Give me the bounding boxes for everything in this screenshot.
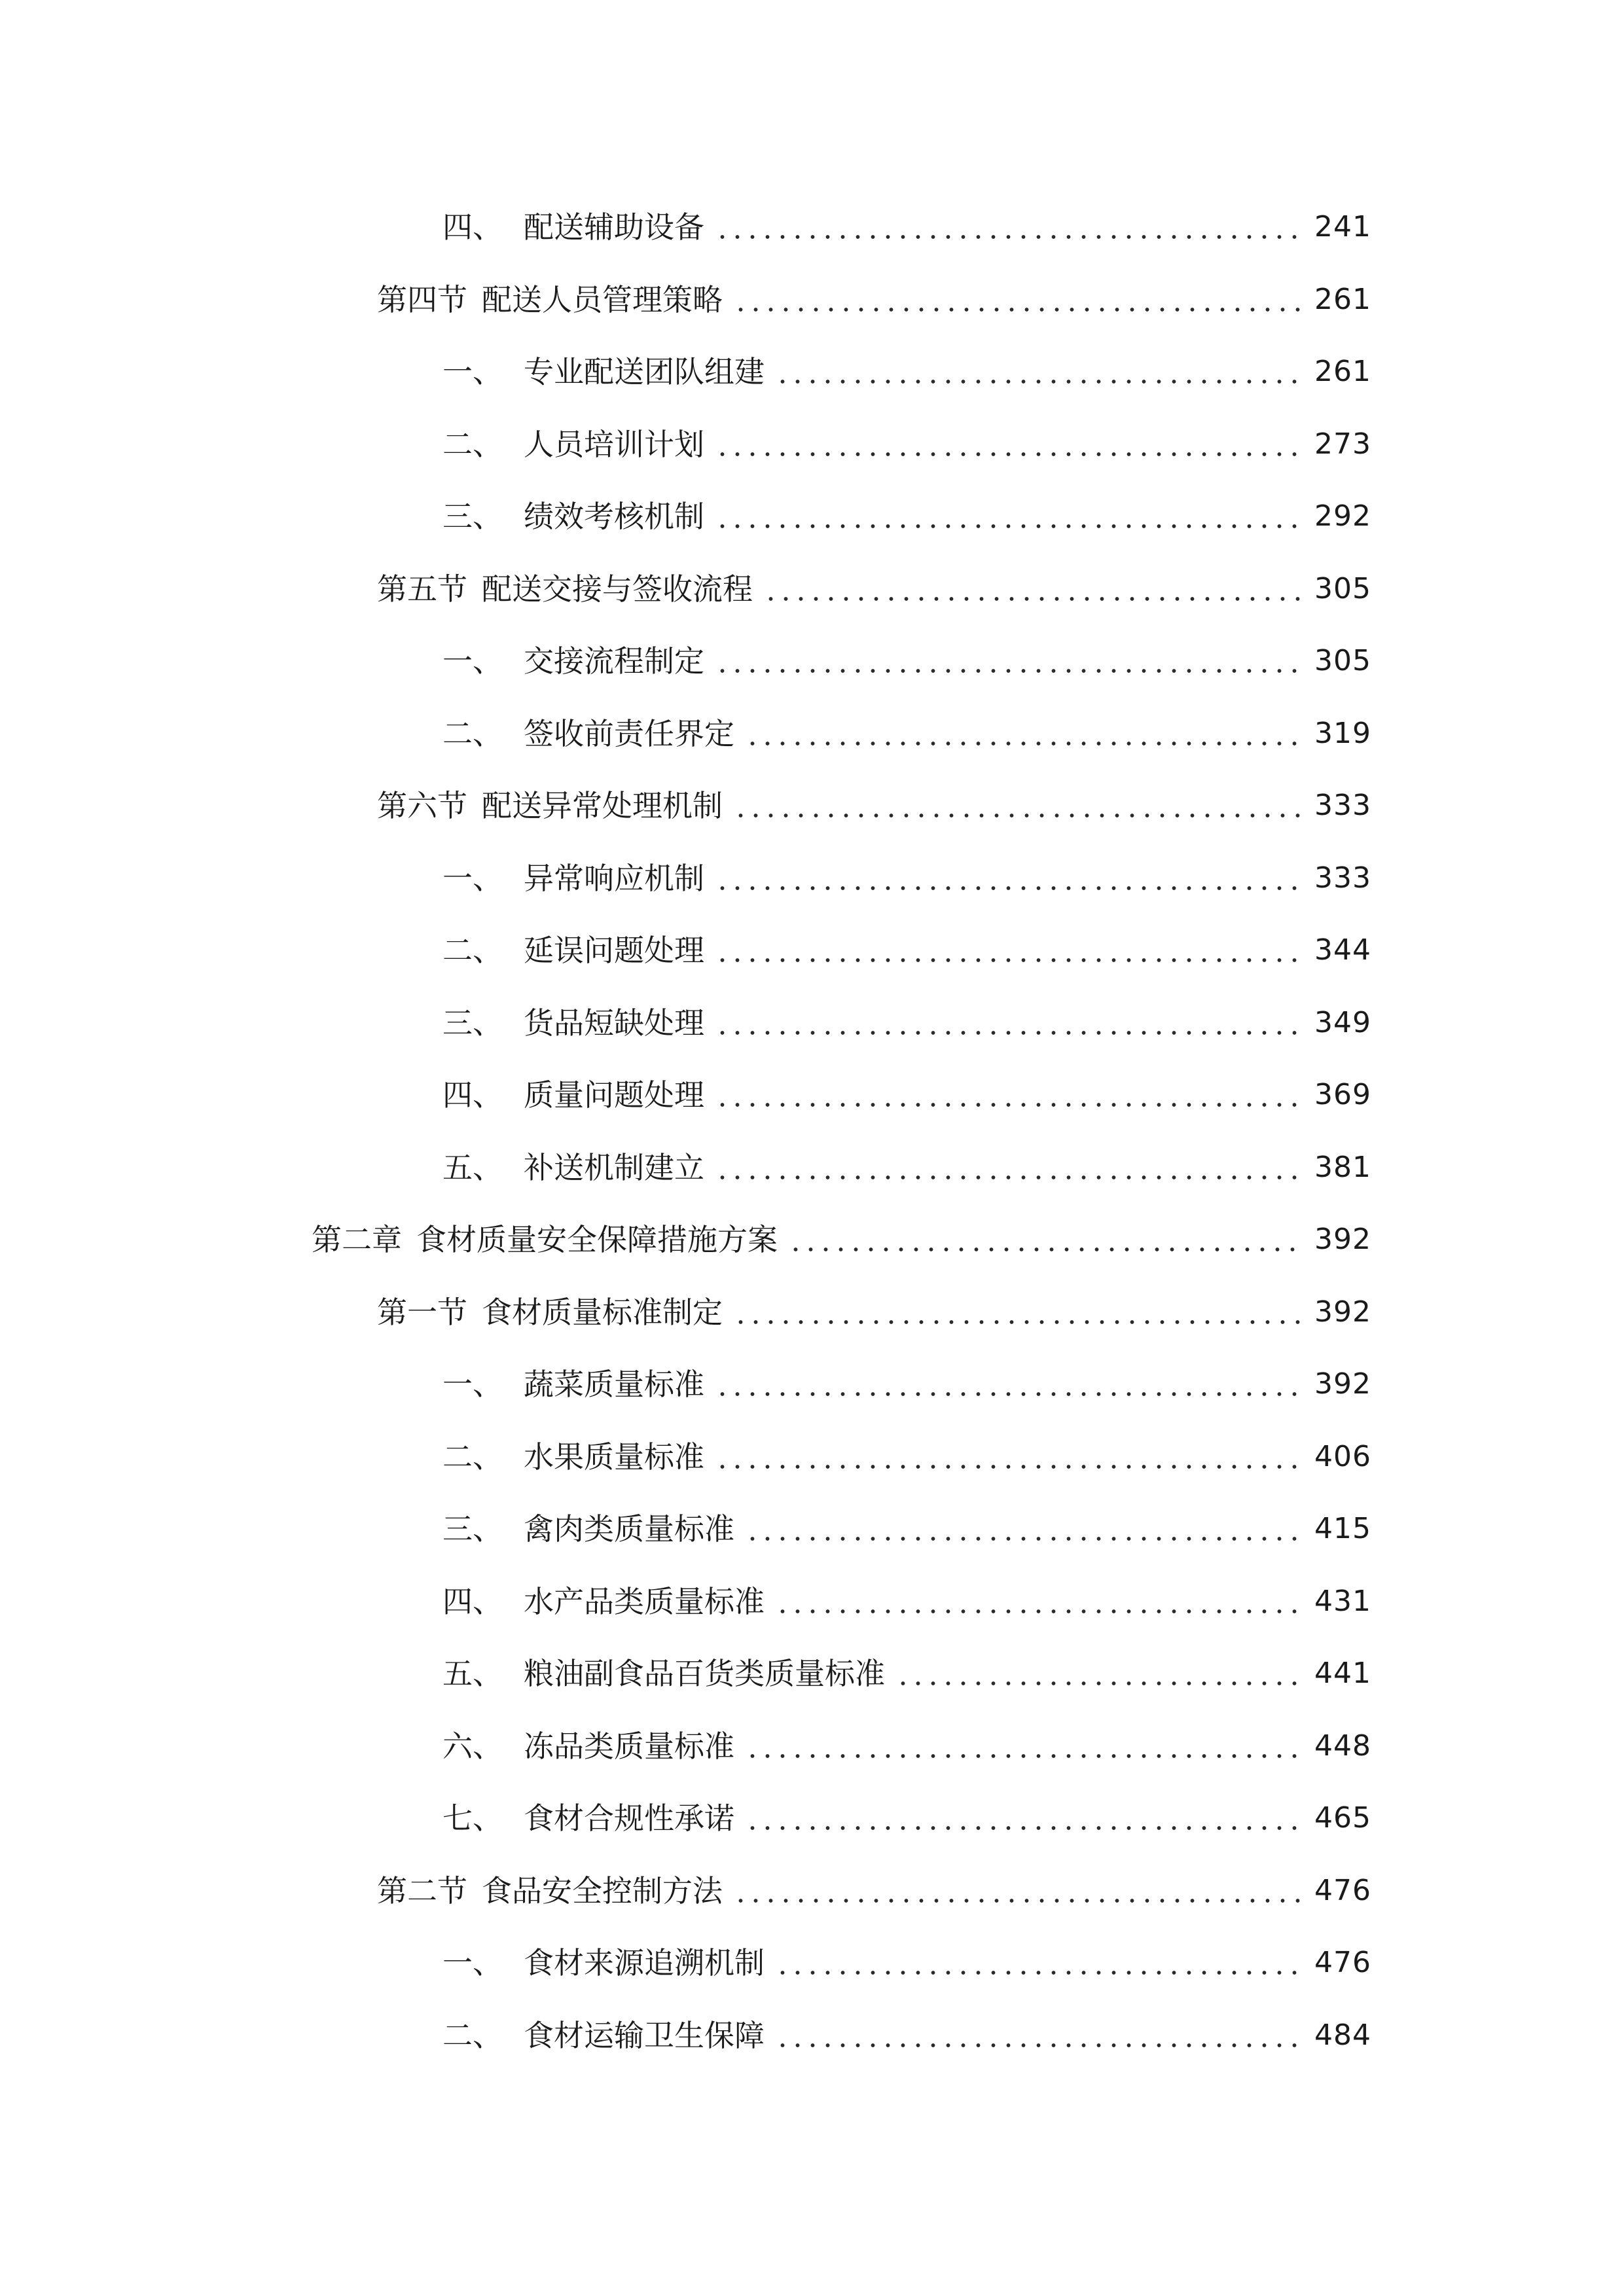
- toc-entry-item[interactable]: [442, 1579, 1371, 1624]
- toc-entry-item[interactable]: [442, 204, 1371, 250]
- toc-dot-leader: [715, 1103, 1304, 1107]
- toc-entry-page-number: 344: [1314, 933, 1371, 967]
- toc-entry-title: 水产品类质量标准: [524, 1584, 765, 1619]
- toc-entry-number: 二、: [442, 2018, 503, 2053]
- toc-entry-number: 五、: [442, 1656, 503, 1691]
- toc-dot-leader: [763, 597, 1304, 601]
- toc-entry-item[interactable]: [442, 1361, 1371, 1407]
- toc-entry-page-number: 333: [1314, 789, 1371, 822]
- toc-entry-title: 蔬菜质量标准: [524, 1367, 704, 1402]
- toc-entry-number: 三、: [442, 1005, 503, 1041]
- toc-entry-item[interactable]: [442, 1723, 1371, 1769]
- toc-entry-title: 食材质量安全保障措施方案: [416, 1222, 778, 1257]
- toc-entry-item[interactable]: [442, 1506, 1371, 1552]
- toc-entry-item[interactable]: [442, 2013, 1371, 2058]
- toc-entry-page-number: 241: [1314, 210, 1371, 243]
- toc-entry-title: 专业配送团队组建: [524, 354, 765, 389]
- toc-entry-number: 第二节: [377, 1873, 467, 1909]
- toc-dot-leader: [733, 814, 1304, 817]
- toc-dot-leader: [788, 1247, 1304, 1251]
- toc-entry-page-number: 381: [1314, 1151, 1371, 1184]
- toc-entry-number: 一、: [442, 1367, 503, 1402]
- toc-entry-title: 货品短缺处理: [524, 1005, 704, 1041]
- toc-entry-page-number: 349: [1314, 1006, 1371, 1039]
- toc-dot-leader: [733, 308, 1304, 312]
- toc-entry-title: 配送辅助设备: [524, 209, 704, 245]
- toc-entry-number: 二、: [442, 716, 503, 751]
- toc-entry-item[interactable]: [442, 711, 1371, 757]
- toc-entry-item[interactable]: [442, 638, 1371, 684]
- toc-entry-page-number: 406: [1314, 1440, 1371, 1473]
- toc-entry-page-number: 319: [1314, 717, 1371, 750]
- toc-entry-number: 六、: [442, 1729, 503, 1764]
- toc-entry-page-number: 465: [1314, 1801, 1371, 1835]
- toc-entry-page-number: 476: [1314, 1874, 1371, 1907]
- toc-entry-number: 四、: [442, 1077, 503, 1113]
- toc-entry-title: 补送机制建立: [524, 1150, 704, 1185]
- toc-entry-section[interactable]: [377, 277, 1371, 323]
- toc-entry-page-number: 369: [1314, 1078, 1371, 1111]
- toc-entry-item[interactable]: [442, 855, 1371, 901]
- toc-dot-leader: [895, 1681, 1304, 1685]
- toc-entry-page-number: 333: [1314, 861, 1371, 895]
- toc-entry-title: 食品安全控制方法: [482, 1873, 723, 1909]
- toc-entry-page-number: 392: [1314, 1223, 1371, 1256]
- toc-dot-leader: [715, 669, 1304, 673]
- toc-entry-page-number: 392: [1314, 1367, 1371, 1401]
- toc-entry-title: 食材运输卫生保障: [524, 2018, 765, 2053]
- toc-entry-page-number: 261: [1314, 355, 1371, 388]
- toc-entry-number: 一、: [442, 861, 503, 896]
- toc-dot-leader: [775, 1609, 1304, 1613]
- toc-dot-leader: [715, 1392, 1304, 1396]
- toc-entry-item[interactable]: [442, 1940, 1371, 1986]
- toc-entry-item[interactable]: [442, 1145, 1371, 1191]
- toc-entry-title: 配送人员管理策略: [482, 282, 723, 317]
- toc-entry-number: 二、: [442, 1439, 503, 1475]
- toc-entry-page-number: 292: [1314, 499, 1371, 533]
- toc-dot-leader: [745, 1537, 1304, 1541]
- toc-entry-title: 粮油副食品百货类质量标准: [524, 1656, 885, 1691]
- toc-entry-title: 食材质量标准制定: [482, 1295, 723, 1330]
- toc-entry-title: 配送交接与签收流程: [482, 571, 753, 607]
- toc-entry-page-number: 273: [1314, 427, 1371, 461]
- toc-entry-number: 二、: [442, 427, 503, 462]
- toc-entry-title: 食材合规性承诺: [524, 1801, 734, 1836]
- toc-dot-leader: [745, 1754, 1304, 1758]
- toc-entry-title: 配送异常处理机制: [482, 788, 723, 823]
- toc-dot-leader: [745, 742, 1304, 745]
- toc-entry-number: 一、: [442, 354, 503, 389]
- toc-entry-number: 第五节: [377, 571, 467, 607]
- toc-entry-number: 第一节: [377, 1295, 467, 1330]
- toc-entry-number: 三、: [442, 499, 503, 534]
- toc-entry-number: 四、: [442, 209, 503, 245]
- toc-entry-item[interactable]: [442, 1000, 1371, 1046]
- toc-entry-title: 食材来源追溯机制: [524, 1945, 765, 1981]
- toc-dot-leader: [715, 524, 1304, 528]
- toc-entry-number: 一、: [442, 643, 503, 679]
- toc-entry-page-number: 392: [1314, 1295, 1371, 1329]
- toc-entry-item[interactable]: [442, 422, 1371, 467]
- toc-dot-leader: [715, 1175, 1304, 1179]
- toc-entry-section[interactable]: [377, 1868, 1371, 1914]
- toc-entry-title: 异常响应机制: [524, 861, 704, 896]
- toc-entry-number: 三、: [442, 1511, 503, 1547]
- toc-entry-title: 交接流程制定: [524, 643, 704, 679]
- toc-entry-item[interactable]: [442, 927, 1371, 973]
- toc-entry-number: 一、: [442, 1945, 503, 1981]
- toc-entry-number: 五、: [442, 1150, 503, 1185]
- toc-entry-section[interactable]: [377, 566, 1371, 612]
- toc-entry-page-number: 415: [1314, 1512, 1371, 1545]
- toc-dot-leader: [715, 958, 1304, 962]
- toc-entry-title: 人员培训计划: [524, 427, 704, 462]
- toc-dot-leader: [715, 235, 1304, 239]
- toc-entry-number: 四、: [442, 1584, 503, 1619]
- toc-entry-page-number: 431: [1314, 1585, 1371, 1618]
- toc-entry-chapter[interactable]: [312, 1217, 1371, 1263]
- toc-dot-leader: [733, 1899, 1304, 1903]
- toc-entry-page-number: 305: [1314, 572, 1371, 605]
- toc-dot-leader: [715, 452, 1304, 456]
- toc-entry-item[interactable]: [442, 1072, 1371, 1118]
- toc-entry-title: 绩效考核机制: [524, 499, 704, 534]
- toc-entry-section[interactable]: [377, 1289, 1371, 1335]
- toc-entry-title: 冻品类质量标准: [524, 1729, 734, 1764]
- toc-entry-title: 质量问题处理: [524, 1077, 704, 1113]
- toc-entry-number: 第六节: [377, 788, 467, 823]
- toc-entry-page-number: 441: [1314, 1657, 1371, 1690]
- toc-dot-leader: [733, 1320, 1304, 1324]
- toc-entry-title: 禽肉类质量标准: [524, 1511, 734, 1547]
- toc-dot-leader: [715, 1465, 1304, 1469]
- toc-entry-title: 延误问题处理: [524, 933, 704, 968]
- toc-dot-leader: [775, 1971, 1304, 1975]
- toc-entry-number: 二、: [442, 933, 503, 968]
- toc-entry-page-number: 448: [1314, 1729, 1371, 1763]
- toc-dot-leader: [775, 380, 1304, 384]
- toc-entry-page-number: 484: [1314, 2018, 1371, 2052]
- toc-entry-number: 七、: [442, 1801, 503, 1836]
- toc-entry-item[interactable]: [442, 349, 1371, 395]
- toc-entry-page-number: 305: [1314, 644, 1371, 677]
- toc-entry-item[interactable]: [442, 1795, 1371, 1841]
- toc-entry-title: 水果质量标准: [524, 1439, 704, 1475]
- toc-entry-page-number: 261: [1314, 283, 1371, 316]
- toc-entry-item[interactable]: [442, 1434, 1371, 1480]
- toc-entry-item[interactable]: [442, 1651, 1371, 1696]
- toc-dot-leader: [745, 1826, 1304, 1830]
- toc-dot-leader: [715, 1031, 1304, 1035]
- toc-dot-leader: [715, 886, 1304, 890]
- toc-dot-leader: [775, 2043, 1304, 2047]
- toc-entry-page-number: 476: [1314, 1946, 1371, 1979]
- toc-entry-title: 签收前责任界定: [524, 716, 734, 751]
- toc-entry-section[interactable]: [377, 783, 1371, 829]
- toc-entry-number: 第四节: [377, 282, 467, 317]
- toc-entry-item[interactable]: [442, 493, 1371, 539]
- toc-entry-number: 第二章: [312, 1222, 402, 1257]
